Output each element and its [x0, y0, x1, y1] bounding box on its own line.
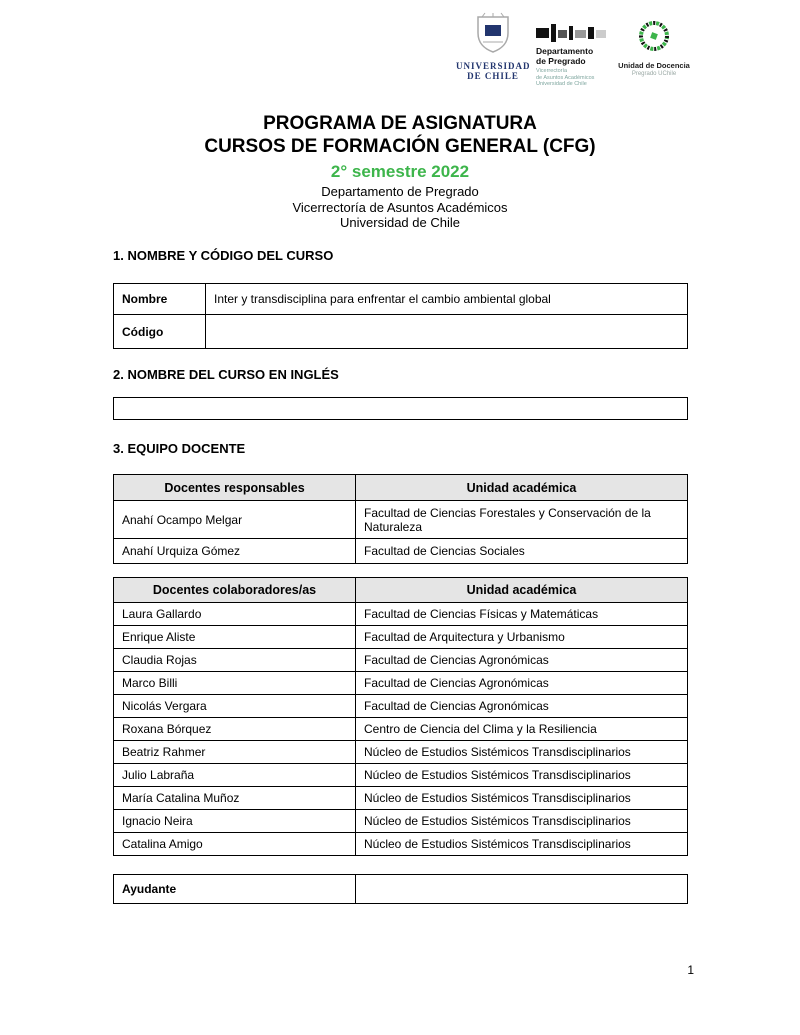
table-row	[114, 649, 688, 672]
doc-semester: 2° semestre 2022	[330, 162, 470, 181]
column-header-unidad-academica: Unidad académica	[356, 475, 688, 501]
doc-title-line2: CURSOS DE FORMACIÓN GENERAL (CFG)	[204, 136, 596, 157]
table-header-row	[114, 578, 688, 603]
pregrado-logo-sub-1: Vicerrectoría	[536, 68, 568, 74]
docente-name: María Catalina Muñoz	[114, 787, 356, 810]
unidad-academica: Facultad de Ciencias Agronómicas	[356, 695, 688, 718]
column-header-docentes-colaboradores: Docentes colaboradores/as	[114, 578, 356, 603]
unidad-academica: Facultad de Ciencias Físicas y Matemáticas	[356, 603, 688, 626]
logo-unidad-docencia	[616, 16, 692, 78]
table-row	[114, 787, 688, 810]
docente-name: Marco Billi	[114, 672, 356, 695]
docente-name: Beatriz Rahmer	[114, 741, 356, 764]
docencia-logo-line2: Pregrado UChile	[631, 71, 677, 77]
doc-subtitle-1: Departamento de Pregrado	[321, 184, 479, 199]
table-row	[114, 718, 688, 741]
column-header-unidad-academica: Unidad académica	[356, 578, 688, 603]
pregrado-logo-sub-2: de Asuntos Académicos	[536, 74, 595, 81]
field-value-ayudante	[356, 875, 688, 904]
unidad-academica: Núcleo de Estudios Sistémicos Transdisciplinarios	[356, 810, 688, 833]
field-value-nombre: Inter y transdisciplina para enfrentar el cambio ambiental global	[206, 284, 688, 315]
unidad-academica: Núcleo de Estudios Sistémicos Transdisciplinarios	[356, 833, 688, 856]
docente-name: Julio Labraña	[114, 764, 356, 787]
logo-universidad-de-chile	[456, 12, 530, 81]
table-header-row	[114, 475, 688, 501]
document-title-block	[0, 112, 800, 231]
table-row	[114, 741, 688, 764]
unidad-academica: Núcleo de Estudios Sistémicos Transdisciplinarios	[356, 741, 688, 764]
uchile-shield-icon	[473, 41, 513, 58]
unidad-academica: Facultad de Arquitectura y Urbanismo	[356, 626, 688, 649]
table-row	[114, 833, 688, 856]
docente-name: Ignacio Neira	[114, 810, 356, 833]
table-row	[114, 539, 688, 564]
docente-name: Anahí Urquiza Gómez	[114, 539, 356, 564]
table-row	[114, 284, 688, 315]
docentes-responsables-table	[113, 474, 688, 564]
unidad-academica: Facultad de Ciencias Agronómicas	[356, 649, 688, 672]
field-label-codigo: Código	[114, 315, 206, 349]
pregrado-logo-title-2: de Pregrado	[536, 55, 586, 66]
logo-departamento-pregrado	[536, 24, 614, 88]
unidad-academica: Núcleo de Estudios Sistémicos Transdisciplinarios	[356, 764, 688, 787]
unidad-academica: Facultad de Ciencias Forestales y Conservación de la Naturaleza	[356, 501, 688, 539]
uchile-logo-line2: DE CHILE	[467, 71, 519, 81]
section-1-heading: 1. NOMBRE Y CÓDIGO DEL CURSO	[113, 248, 334, 263]
field-label-ayudante: Ayudante	[114, 875, 356, 904]
field-label-nombre: Nombre	[114, 284, 206, 315]
unidad-academica: Centro de Ciencia del Clima y la Resiliencia	[356, 718, 688, 741]
unidad-academica: Núcleo de Estudios Sistémicos Transdisciplinarios	[356, 787, 688, 810]
docencia-logo-line1: Unidad de Docencia	[618, 61, 690, 70]
table-row	[114, 810, 688, 833]
column-header-docentes-responsables: Docentes responsables	[114, 475, 356, 501]
table-row	[114, 626, 688, 649]
unidad-academica: Facultad de Ciencias Sociales	[356, 539, 688, 564]
doc-subtitle-2: Vicerrectoría de Asuntos Académicos	[292, 199, 508, 215]
docente-name: Enrique Aliste	[114, 626, 356, 649]
docente-name: Claudia Rojas	[114, 649, 356, 672]
docentes-colaboradores-table	[113, 577, 688, 856]
section-2-heading: 2. NOMBRE DEL CURSO EN INGLÉS	[113, 367, 339, 382]
table-row	[114, 501, 688, 539]
unidad-academica: Facultad de Ciencias Agronómicas	[356, 672, 688, 695]
ayudante-table	[113, 874, 688, 904]
table-row	[114, 695, 688, 718]
docente-name: Laura Gallardo	[114, 603, 356, 626]
docente-name: Catalina Amigo	[114, 833, 356, 856]
table-row	[114, 315, 688, 349]
section-3-heading: 3. EQUIPO DOCENTE	[113, 441, 246, 456]
course-name-code-table	[113, 283, 688, 349]
field-value-codigo	[206, 315, 688, 349]
table-row	[114, 764, 688, 787]
docente-name: Nicolás Vergara	[114, 695, 356, 718]
docencia-circle-icon	[634, 43, 674, 60]
english-name-field	[113, 397, 688, 420]
table-row	[114, 672, 688, 695]
docente-name: Roxana Bórquez	[114, 718, 356, 741]
uchile-logo-line1: UNIVERSIDAD	[456, 61, 531, 71]
table-row	[114, 603, 688, 626]
pregrado-logo-title-1: Departamento	[536, 46, 594, 56]
docente-name: Anahí Ocampo Melgar	[114, 501, 356, 539]
doc-subtitle-3: Universidad de Chile	[340, 215, 460, 230]
doc-title-line1: PROGRAMA DE ASIGNATURA	[263, 113, 537, 134]
pregrado-mark-icon	[536, 29, 608, 46]
pregrado-logo-sub-3: Universidad de Chile	[536, 81, 587, 87]
page-number: 1	[687, 963, 694, 977]
table-row	[114, 875, 688, 904]
